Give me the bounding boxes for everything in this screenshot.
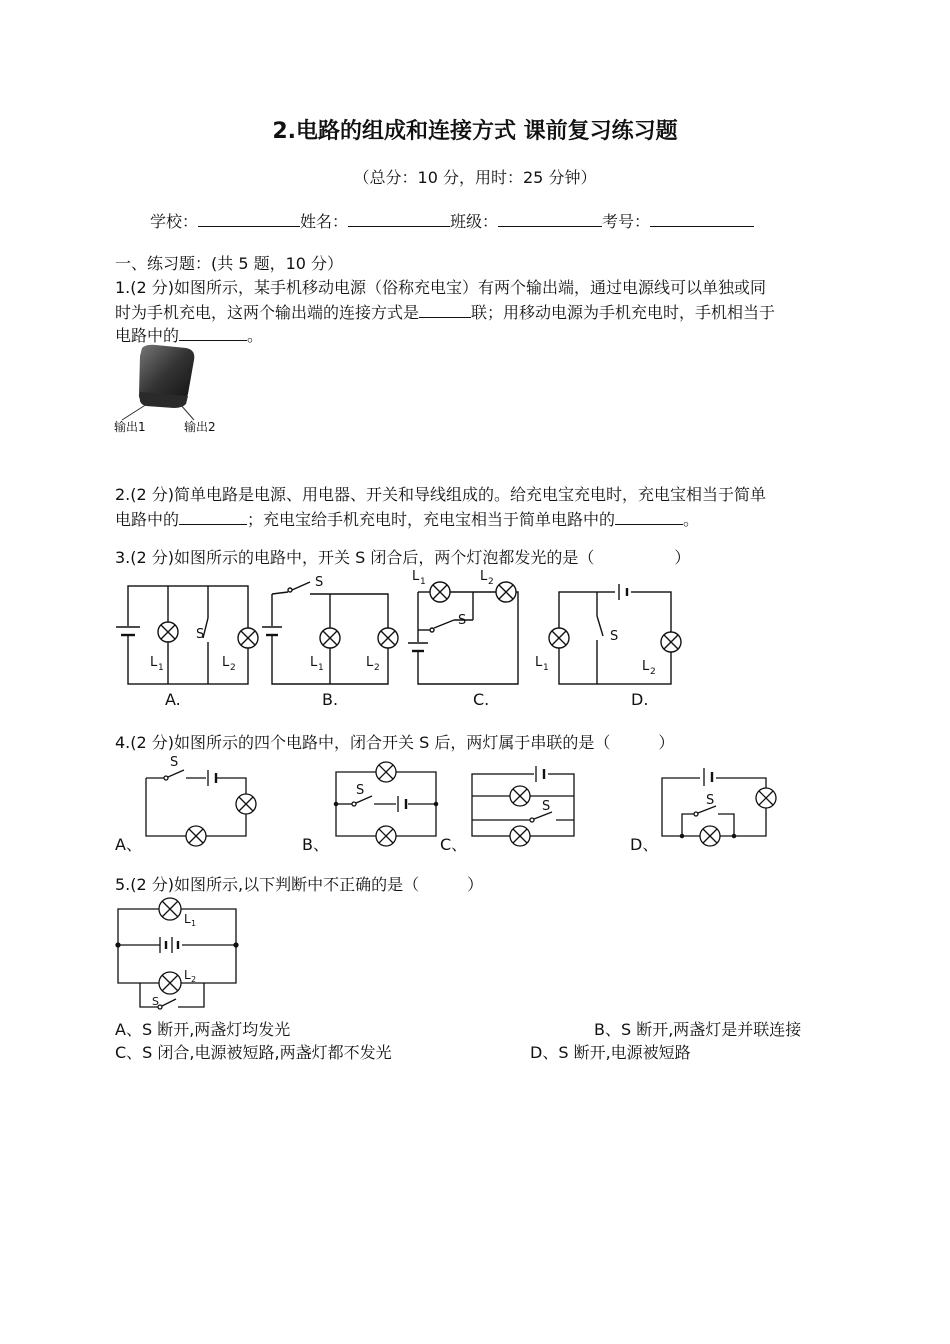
q3d-label-l2: L [642, 659, 650, 674]
q5-circuit-diagram[interactable] [112, 895, 252, 1017]
exam-no-label: 考号： [602, 212, 651, 231]
q3a-label-l1: L [150, 655, 158, 670]
q3a-label-s: S [196, 627, 205, 642]
q4c-label-s: S [542, 799, 551, 814]
q3d-sub1: 1 [543, 663, 549, 673]
name-label: 姓名： [300, 212, 349, 231]
q3c-sub2: 2 [488, 577, 494, 587]
q3d-label-s: S [610, 629, 619, 644]
q3b-label-s: S [315, 575, 324, 590]
q3c-sub1: 1 [420, 577, 426, 587]
q4-option-b[interactable]: B、 [302, 835, 329, 854]
q1-text-c: 电路中的 [115, 326, 180, 345]
school-label: 学校： [150, 212, 199, 231]
q5-option-d[interactable]: D、S 断开,电源被短路 [530, 1043, 691, 1062]
q3b-sub1: 1 [318, 663, 324, 673]
q4-circuit-b[interactable] [334, 762, 437, 846]
q3-circuit-diagrams [110, 570, 710, 695]
q4-stem: 4.(2 分)如图所示的四个电路中，闭合开关 S 后，两灯属于串联的是（ ） [115, 733, 675, 752]
q3d-label-l1: L [535, 655, 543, 670]
q5-sub2: 2 [191, 975, 197, 984]
q2-line1: 2.(2 分)简单电路是电源、用电器、开关和导线组成的。给充电宝充电时，充电宝相当于简单 [115, 485, 767, 504]
q3c-label-s: S [458, 613, 467, 628]
q3-option-c[interactable]: C. [473, 690, 490, 709]
q3c-label-l1: L [412, 569, 420, 584]
q2-line2 [115, 506, 845, 532]
q1-text-b: 联；用移动电源为手机充电时，手机相当于 [471, 303, 776, 322]
q2-blank-2[interactable] [615, 506, 683, 525]
q4-option-d[interactable]: D、 [630, 835, 659, 854]
q3a-sub1: 1 [158, 663, 164, 673]
q5-stem: 5.(2 分)如图所示,以下判断中不正确的是（ ） [115, 875, 484, 894]
q5-option-c[interactable]: C、S 闭合,电源被短路,两盏灯都不发光 [115, 1043, 392, 1062]
q1-blank-1[interactable] [419, 299, 471, 318]
q3-stem: 3.(2 分)如图所示的电路中，开关 S 闭合后，两个灯泡都发光的是（ ） [115, 548, 691, 567]
q3-circuit-a[interactable] [116, 586, 258, 684]
school-blank[interactable] [198, 208, 300, 227]
exam-no-blank[interactable] [650, 208, 754, 227]
q2-text-a: 电路中的 [115, 510, 180, 529]
name-blank[interactable] [348, 208, 450, 227]
q4-option-a[interactable]: A、 [115, 835, 142, 854]
page-title: 2.电路的组成和连接方式 课前复习练习题 [272, 119, 678, 144]
q5-label-l2: L [184, 968, 191, 982]
q4-circuit-a[interactable] [146, 770, 256, 846]
q3d-sub2: 2 [650, 667, 656, 677]
power-bank-image [112, 342, 232, 442]
q2-blank-1[interactable] [179, 506, 247, 525]
class-label: 班级： [450, 212, 499, 231]
page-subtitle: （总分：10 分，用时：25 分钟） [353, 168, 597, 187]
q3a-label-l2: L [222, 655, 230, 670]
class-blank[interactable] [498, 208, 602, 227]
q1-line1: 1.(2 分)如图所示，某手机移动电源（俗称充电宝）有两个输出端，通过电源线可以单独或同 [115, 278, 767, 297]
label-output2: 输出2 [184, 420, 216, 434]
q3c-label-l2: L [480, 569, 488, 584]
q1-text-a: 时为手机充电，这两个输出端的连接方式是 [115, 303, 420, 322]
label-output1: 输出1 [114, 420, 146, 434]
q3b-label-l1: L [310, 655, 318, 670]
q3-option-a[interactable]: A. [165, 690, 181, 709]
q3a-sub2: 2 [230, 663, 236, 673]
q2-text-b: ；充电宝给手机充电时，充电宝相当于简单电路中的 [247, 510, 616, 529]
q5-option-a[interactable]: A、S 断开,两盏灯均发光 [115, 1020, 291, 1039]
q3-option-b[interactable]: B. [322, 690, 339, 709]
q3-circuit-c[interactable] [408, 582, 518, 684]
q5-label-l1: L [184, 912, 191, 926]
q4a-label-s: S [170, 755, 179, 770]
q4b-label-s: S [356, 783, 365, 798]
student-info-row [150, 208, 850, 232]
q5-label-s: S [152, 995, 159, 1008]
section-heading: 一、练习题：(共 5 题，10 分） [115, 254, 344, 273]
q4-option-c[interactable]: C、 [440, 835, 468, 854]
q2-text-c: 。 [683, 510, 700, 529]
q4d-label-s: S [706, 793, 715, 808]
q5-option-b[interactable]: B、S 断开,两盏灯是并联连接 [594, 1020, 802, 1039]
q3b-sub2: 2 [374, 663, 380, 673]
q4-circuit-c[interactable] [472, 764, 574, 846]
q5-sub1: 1 [191, 919, 197, 928]
q1-text-d: 。 [247, 326, 264, 345]
q1-blank-2[interactable] [179, 322, 247, 341]
q3-option-d[interactable]: D. [631, 690, 649, 709]
q4-circuit-d[interactable] [662, 768, 776, 846]
q3b-label-l2: L [366, 655, 374, 670]
